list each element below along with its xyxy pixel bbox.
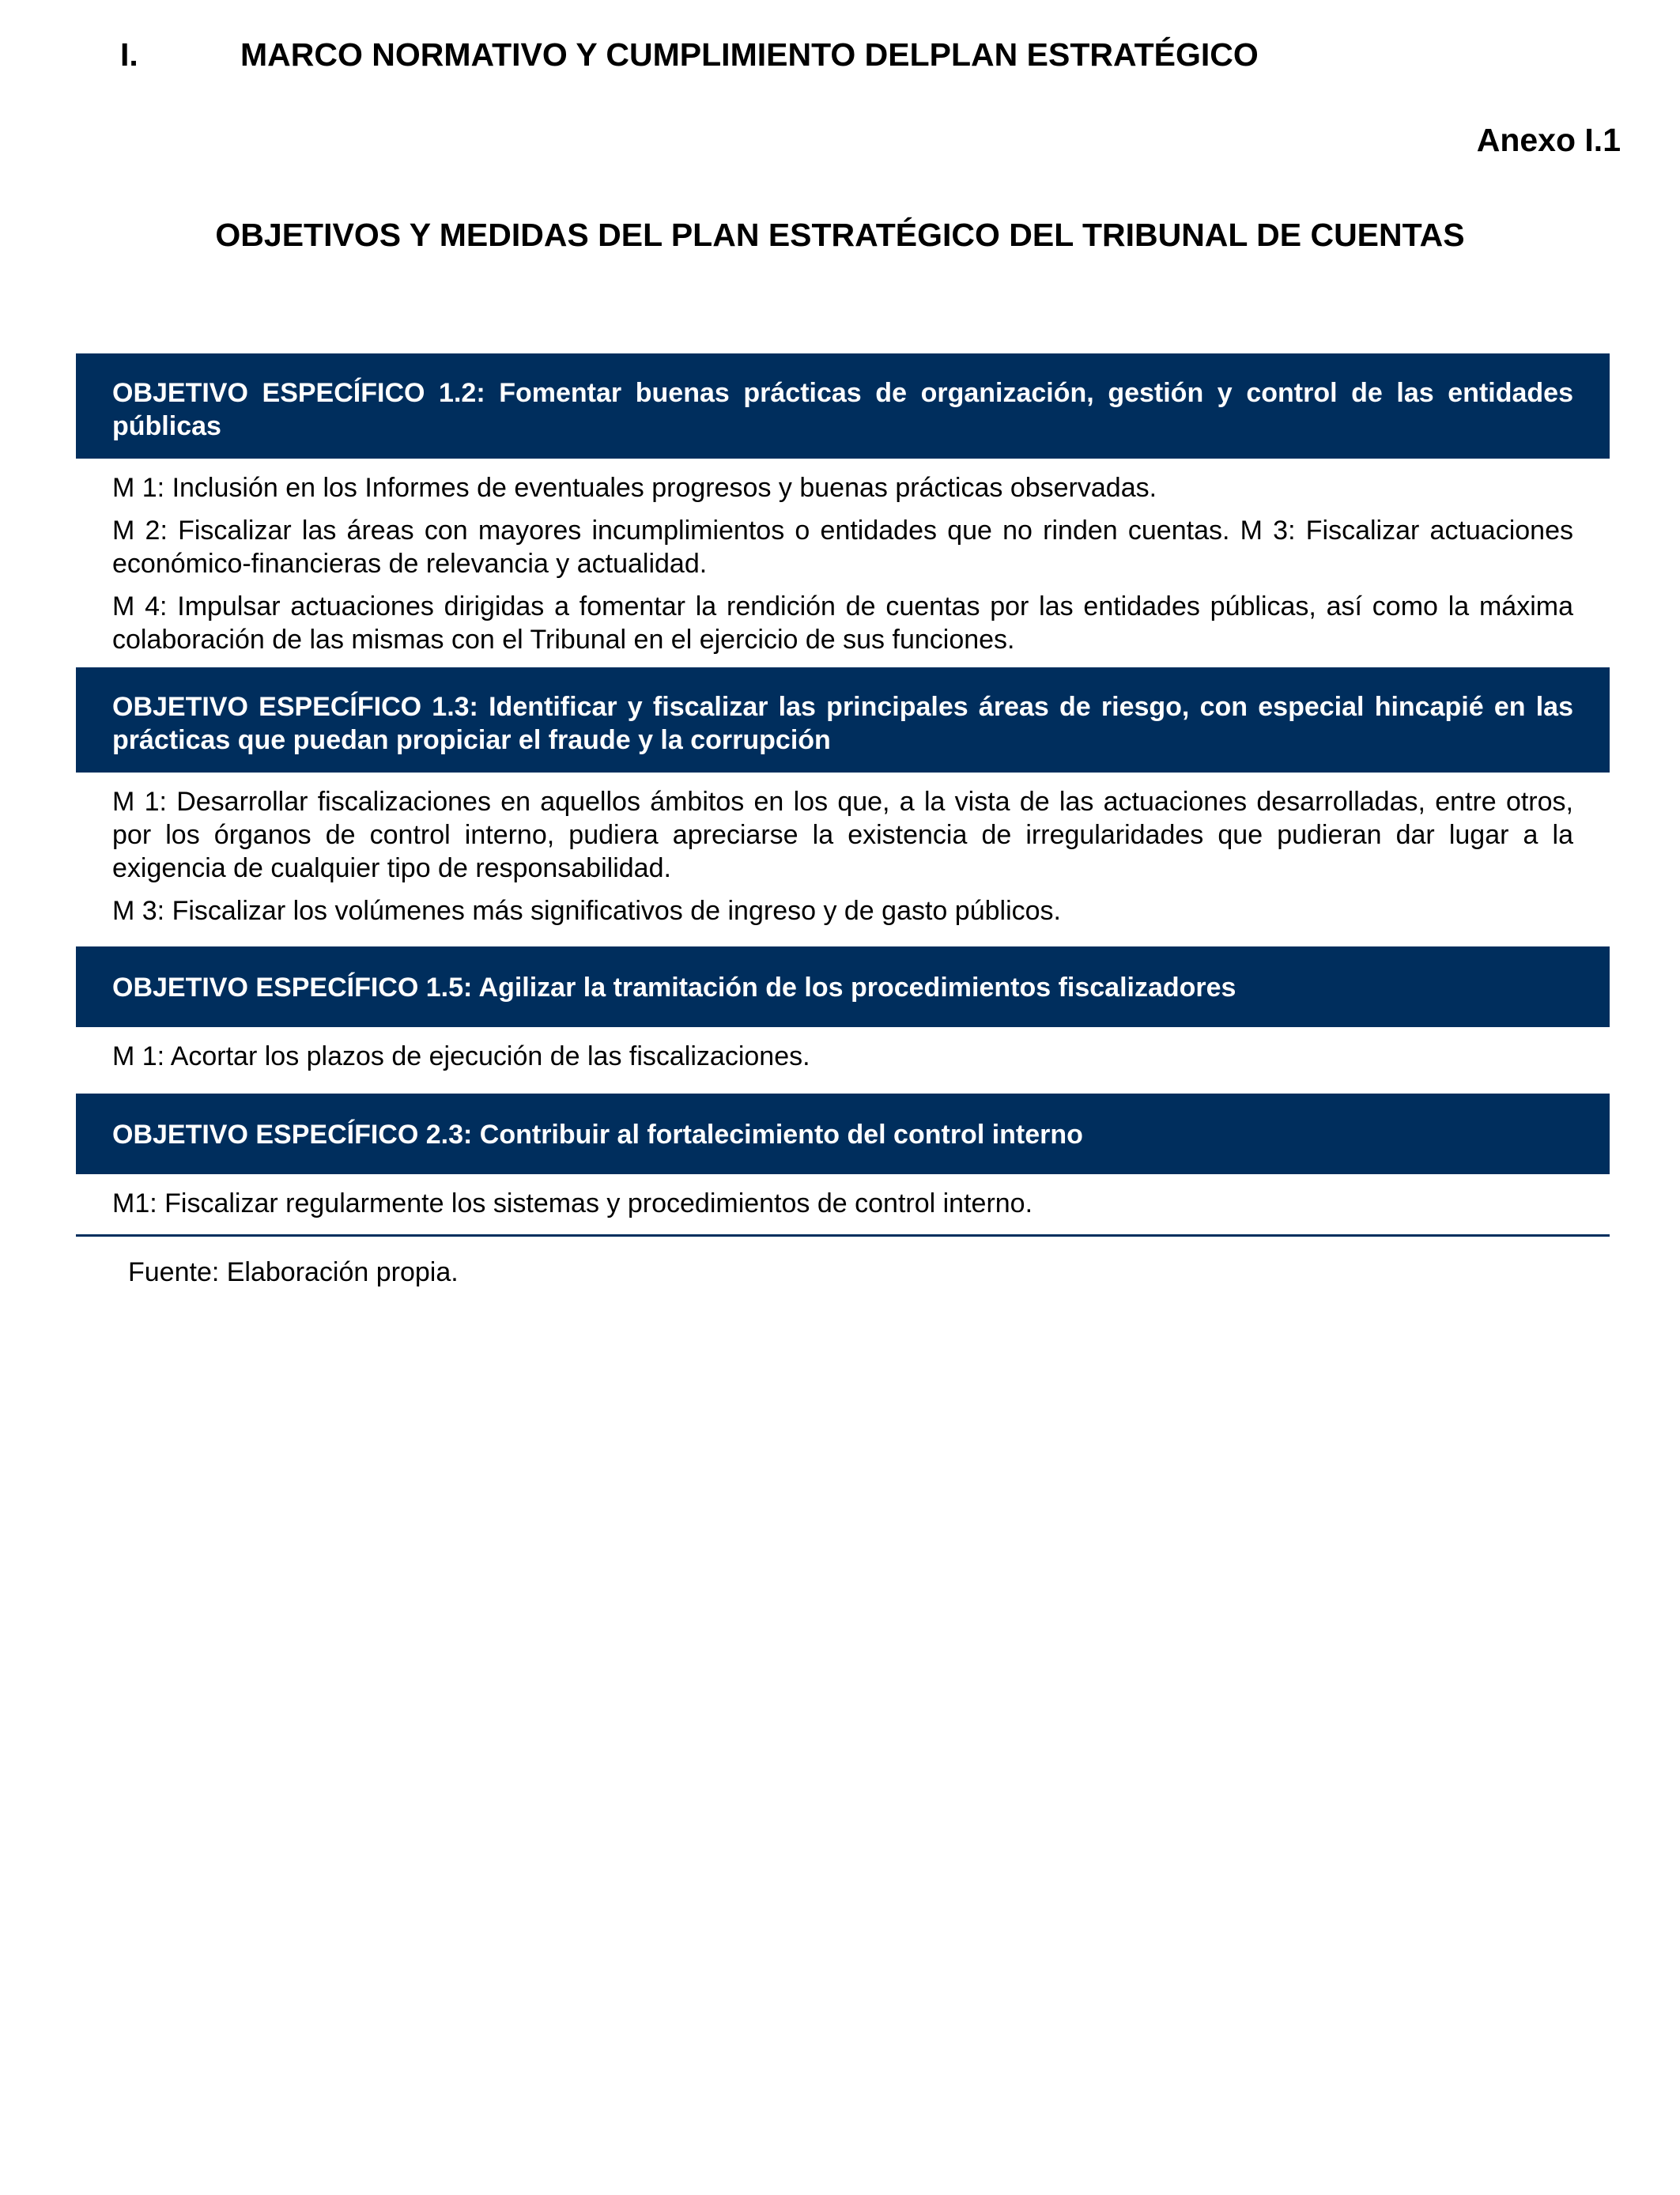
objective-measures-1-3	[76, 773, 1610, 939]
section-heading	[120, 36, 1259, 74]
objective-header-1-5: OBJETIVO ESPECÍFICO 1.5: Agilizar la tramitación de los procedimientos fiscalizadores	[76, 946, 1610, 1027]
measure-item: M 1: Desarrollar fiscalizaciones en aquellos ámbitos en los que, a la vista de las actuaciones desarrolladas, entre otros, por los órganos de control interno, pudiera apreciarse la existencia de irregularidades que pudieran dar lugar a la exigencia de cualquier tipo de responsabilidad.	[112, 787, 1573, 883]
measure-item: M 1: Acortar los plazos de ejecución de las fiscalizaciones.	[112, 1041, 810, 1071]
section-number: I.	[120, 36, 138, 73]
measure-item: M 4: Impulsar actuaciones dirigidas a fomentar la rendición de cuentas por las entidades públicas, así como la máxima colaboración de las mismas con el Tribunal en el ejercicio de sus funciones.	[112, 591, 1573, 655]
objective-measures-2-3	[76, 1174, 1610, 1237]
section-title: MARCO NORMATIVO Y CUMPLIMIENTO DELPLAN ESTRATÉGICO	[240, 36, 1259, 73]
measure-item: M1: Fiscalizar regularmente los sistemas y procedimientos de control interno.	[112, 1188, 1033, 1218]
annex-label: Anexo I.1	[1476, 122, 1621, 158]
measure-item: M 1: Inclusión en los Informes de eventuales progresos y buenas prácticas observadas.	[112, 473, 1157, 503]
objective-measures-1-2	[76, 459, 1610, 667]
measure-item: M 3: Fiscalizar los volúmenes más significativos de ingreso y de gasto públicos.	[112, 896, 1061, 926]
objective-header-1-3: OBJETIVO ESPECÍFICO 1.3: Identificar y fiscalizar las principales áreas de riesgo, con especial hincapié en las prácticas que puedan propiciar el fraude y la corrupción	[76, 667, 1610, 773]
objectives-table	[76, 353, 1610, 1237]
objective-measures-1-5	[76, 1027, 1610, 1094]
source-note: Fuente: Elaboración propia.	[128, 1257, 459, 1287]
objective-header-1-2: OBJETIVO ESPECÍFICO 1.2: Fomentar buenas prácticas de organización, gestión y control de las entidades públicas	[76, 353, 1610, 459]
objective-header-2-3: OBJETIVO ESPECÍFICO 2.3: Contribuir al fortalecimiento del control interno	[76, 1094, 1610, 1174]
page-title: OBJETIVOS Y MEDIDAS DEL PLAN ESTRATÉGICO DEL TRIBUNAL DE CUENTAS	[215, 217, 1465, 253]
measure-item: M 2: Fiscalizar las áreas con mayores incumplimientos o entidades que no rinden cuentas. M 3: Fiscalizar actuaciones económico-financieras de relevancia y actualidad.	[112, 516, 1573, 579]
